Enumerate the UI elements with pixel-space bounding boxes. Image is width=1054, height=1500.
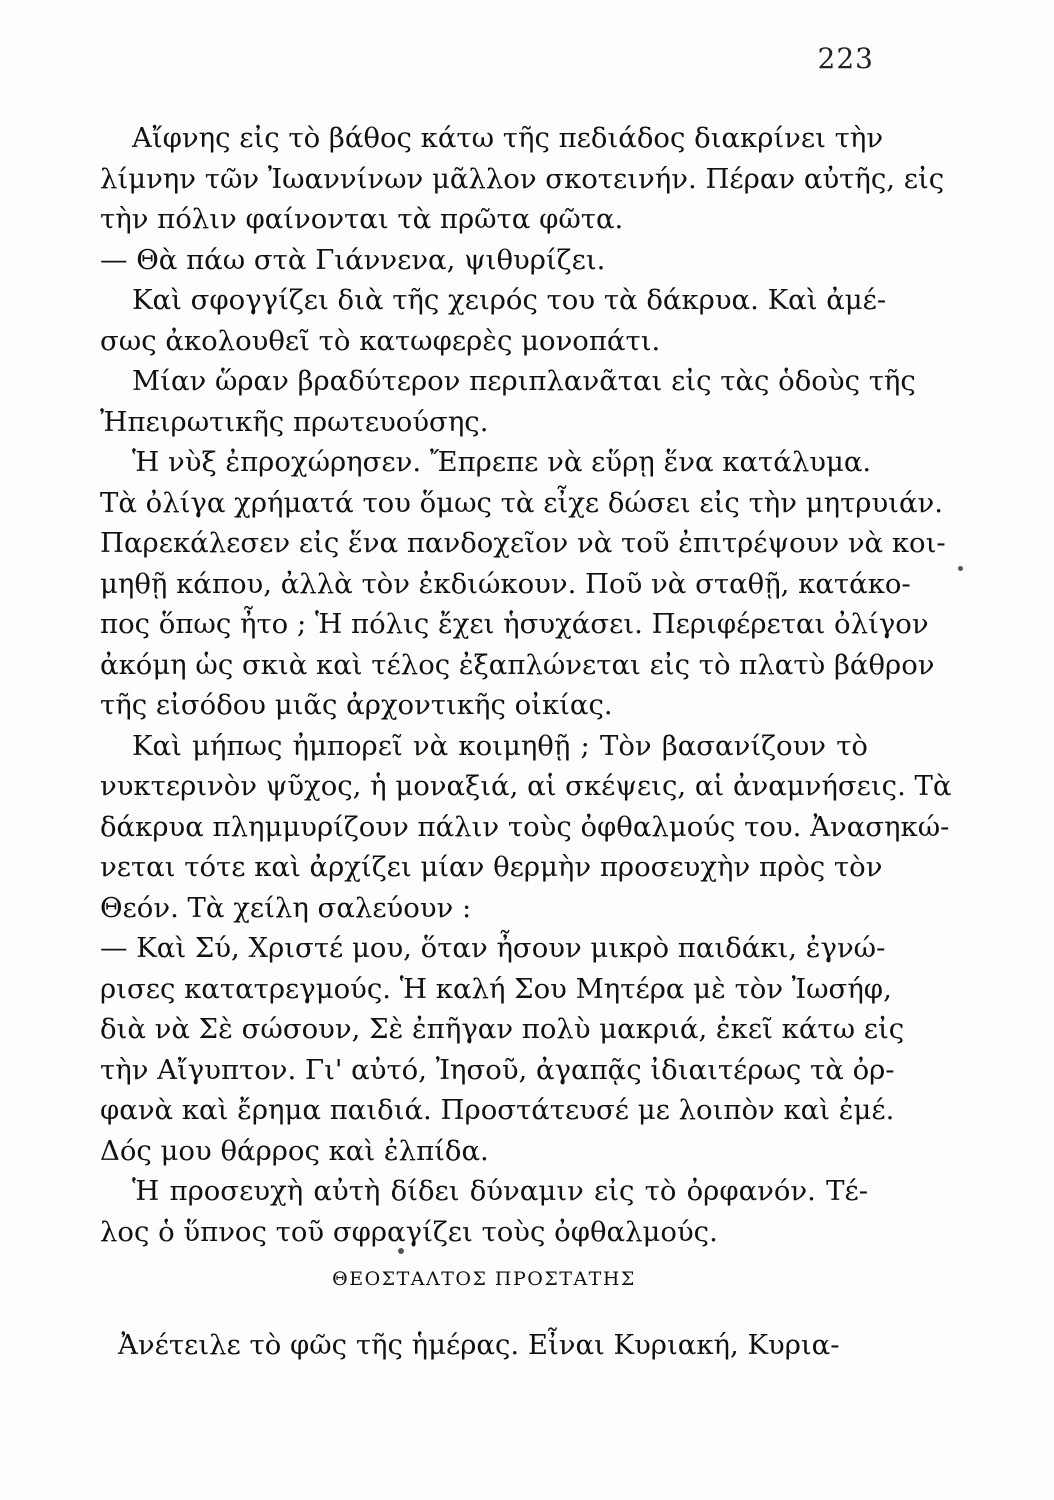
text-line: Δός μου θάρρος καὶ ἐλπίδα. [100,1134,489,1167]
text-line: Ἀνέτειλε τὸ φῶς τῆς ἡμέρας. Εἶναι Κυριακή, Κυρια- [118,1329,840,1361]
text-line: ἀκόμη ὡς σκιὰ καὶ τέλος ἐξαπλώνεται εἰς τὸ πλατὺ βάθρον [100,648,935,681]
text-line: διὰ νὰ Σὲ σώσουν, Σὲ ἐπῆγαν πολὺ μακριά, ἐκεῖ κάτω εἰς [100,1013,905,1045]
text-line: Καὶ σφογγίζει διὰ τῆς χειρός του τὰ δάκρυα. Καὶ ἀμέ- [132,284,887,316]
text-line: Παρεκάλεσεν εἰς ἕνα πανδοχεῖον νὰ τοῦ ἐπιτρέψουν νὰ κοι- [100,527,946,559]
text-line: Τὰ ὀλίγα χρήματά του ὅμως τὰ εἶχε δώσει εἰς τὴν μητρυιάν. [100,486,943,519]
text-line: λίμνην τῶν Ἰωαννίνων μᾶλλον σκοτεινήν. Πέραν αὐτῆς, εἰς [100,162,945,195]
text-line: Ἡ νὺξ ἐπροχώρησεν. Ἔπρεπε νὰ εὕρῃ ἕνα κατάλυμα. [132,446,872,478]
text-line: τῆς εἰσόδου μιᾶς ἀρχοντικῆς οἰκίας. [100,689,613,721]
text-line: Μίαν ὥραν βραδύτερον περιπλανᾶται εἰς τὰς ὁδοὺς τῆς [132,365,916,397]
text-line: Θεόν. Τὰ χείλη σαλεύουν : [100,891,472,924]
text-line: Ἠπειρωτικῆς πρωτευούσης. [100,405,489,438]
text-line: νεται τότε καὶ ἀρχίζει μίαν θερμὴν προσευχὴν πρὸς τὸν [100,851,883,883]
text-line: Καὶ μήπως ἠμπορεῖ νὰ κοιμηθῇ ; Τὸν βασανίζουν τὸ [132,729,868,762]
text-line: — Θὰ πάω στὰ Γιάννενα, ψιθυρίζει. [100,243,606,276]
text-line: λος ὁ ὕπνος τοῦ σφραγίζει τοὺς ὀφθαλμούς. [100,1215,718,1248]
text-line: φανὰ καὶ ἔρημα παιδιά. Προστάτευσέ με λοιπὸν καὶ ἐμέ. [100,1094,895,1126]
text-line: Ἡ προσευχὴ αὐτὴ δίδει δύναμιν εἰς τὸ ὀρφανόν. Τέ- [132,1175,868,1207]
ink-speck [958,566,963,571]
text-line: νυκτερινὸν ψῦχος, ἡ μοναξιά, αἱ σκέψεις, αἱ ἀναμνήσεις. Τὰ [100,770,952,802]
page-number: 223 [817,42,874,75]
text-line: — Καὶ Σύ, Χριστέ μου, ὅταν ἦσουν μικρὸ παιδάκι, ἐγνώ- [100,932,886,964]
text-line: τὴν πόλιν φαίνονται τὰ πρῶτα φῶτα. [100,203,624,235]
text-line: τὴν Αἴγυπτον. Γι' αὐτό, Ἰησοῦ, ἀγαπᾷς ἰδιαιτέρως τὰ ὀρ- [100,1053,895,1086]
text-line: Αἴφνης εἰς τὸ βάθος κάτω τῆς πεδιάδος διακρίνει τὴν [132,122,884,154]
text-line: πος ὅπως ἦτο ; Ἡ πόλις ἔχει ἡσυχάσει. Περιφέρεται ὀλίγον [100,608,929,640]
text-line: δάκρυα πλημμυρίζουν πάλιν τοὺς ὀφθαλμούς του. Ἀνασηκώ- [100,810,950,843]
ink-speck [398,1248,404,1254]
text-line: μηθῇ κάπου, ἀλλὰ τὸν ἐκδιώκουν. Ποῦ νὰ σταθῇ, κατάκο- [100,567,911,600]
text-line: σως ἀκολουθεῖ τὸ κατωφερὲς μονοπάτι. [100,324,661,357]
body-text [100,118,952,1252]
section-title: ΘΕΟΣΤΑΛΤΟΣ ΠΡΟΣΤΑΤΗΣ [332,1268,636,1290]
section-body [100,1325,868,1366]
text-line: ρισες κατατρεγμούς. Ἡ καλή Σου Μητέρα μὲ τὸν Ἰωσήφ, [100,972,892,1005]
